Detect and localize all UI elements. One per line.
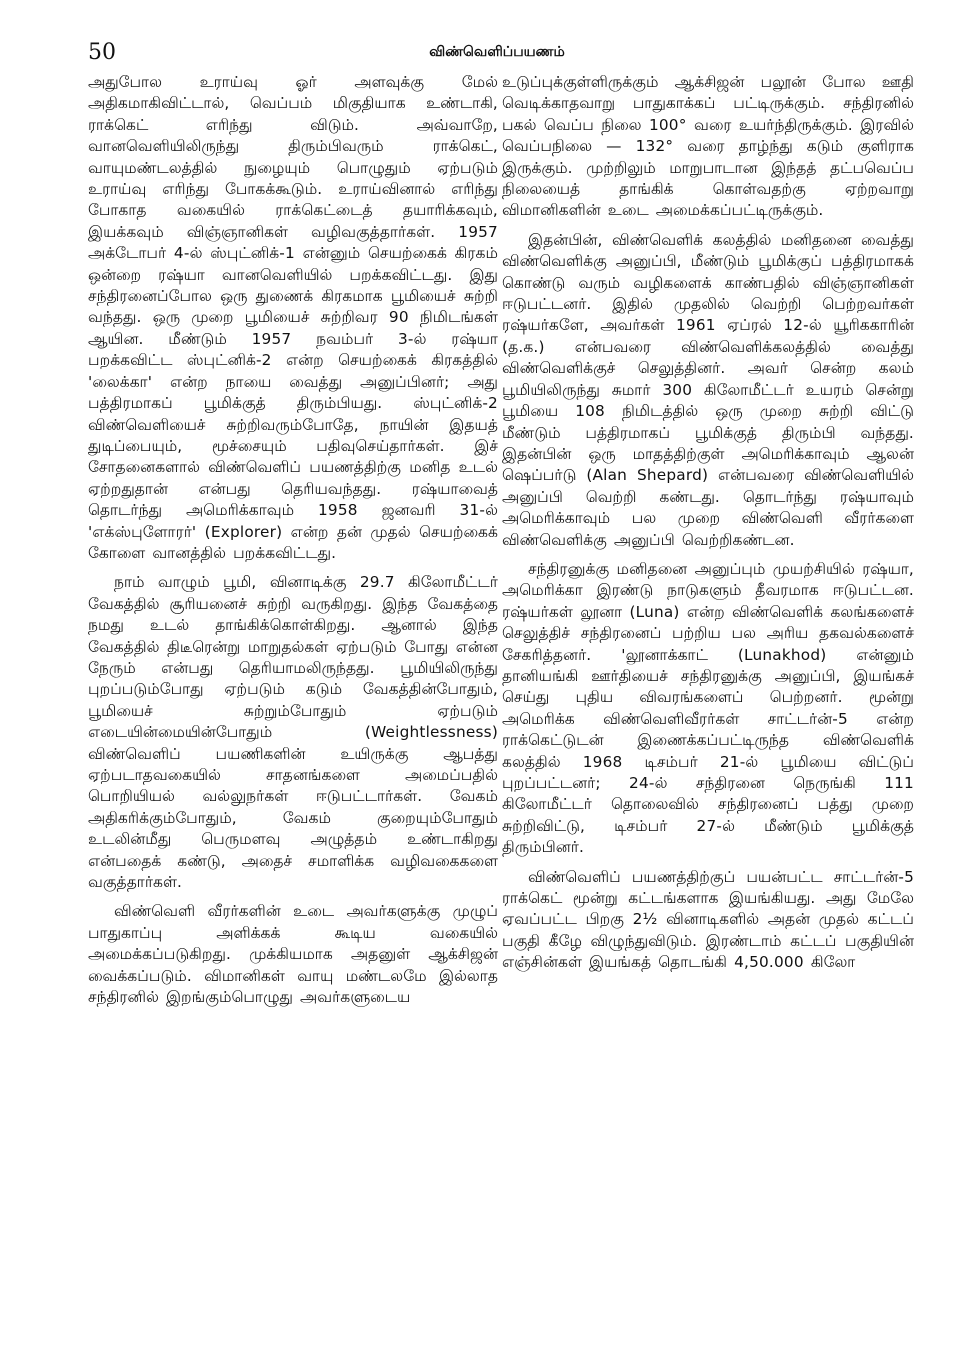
paragraph: நாம் வாழும் பூமி, வினாடிக்கு 29.7 கிலோமீட்டர் வேகத்தில் சூரியனைச் சுற்றி வருகிறது. இந்த வேகத்தை நமது உடல் தாங்கிக்கொள்கிறது. ஆனால் இந்த வேகத்தில் திடீரென்று மாறுதல்கள் ஏற்படும் போது என்ன நேரும் என்பது தெரியாமலிருந்தது. பூமியிலிருந்து புறப்படும்போது ஏற்படும் கடும் வேகத்தின்போதும், பூமியைச் சுற்றும்போதும் ஏற்படும் எடையின்மையின்போதும் (Weightlessness) விண்வெளிப் பயணிகளின் உயிருக்கு ஆபத்து ஏற்படாதவகையில் சாதனங்களை அமைப்பதில் பொறியியல் வல்லுநர்கள் ஈடுபட்டார்கள். வேகம் அதிகரிக்கும்போதும், வேகம் குறையும்போதும் உடலின்மீது பெருமளவு அழுத்தம் உண்டாகிறது என்பதைக் கண்டு, அதைச் சமாளிக்க வழிவகைகளை வகுத்தார்கள். — [88, 573, 498, 892]
right-column — [502, 72, 914, 982]
running-title: விண்வெளிப்பயணம் — [429, 44, 565, 60]
left-column — [88, 72, 498, 1016]
paragraph: அதுபோல உராய்வு ஓர் அளவுக்கு மேல் அதிகமாகிவிட்டால், வெப்பம் மிகுதியாக உண்டாகி, ராக்கெட் எரிந்து விடும். அவ்வாறே, வானவெளியிலிருந்து திரும்பிவரும் ராக்கெட், வாயுமண்டலத்தில் நுழையும் பொழுதும் ஏற்படும் உராய்வு எரிந்து போகக்கூடும். உராய்வினால் எரிந்து போகாத வகையில் ராக்கெட்டைத் தயாரிக்கவும், இயக்கவும் விஞ்ஞானிகள் வழிவகுத்தார்கள். 1957 அக்டோபர் 4-ல் ஸ்புட்னிக்-1 என்னும் செயற்கைக் கிரகம் ஒன்றை ரஷ்யா வானவெளியில் பறக்கவிட்டது. இது சந்திரனைப்போல ஒரு துணைக் கிரகமாக பூமியைச் சுற்றி வந்தது. ஒரு முறை பூமியைச் சுற்றிவர 90 நிமிடங்கள் ஆயின. மீண்டும் 1957 நவம்பர் 3-ல் ரஷ்யா பறக்கவிட்ட ஸ்புட்னிக்-2 என்ற செயற்கைக் கிரகத்தில் 'லைக்கா' என்ற நாயை வைத்து அனுப்பினர்; அது பத்திரமாகப் பூமிக்குத் திரும்பியது. ஸ்புட்னிக்-2 விண்வெளியைச் சுற்றிவரும்போதே, நாயின் இதயத் துடிப்பையும், மூச்சையும் பதிவுசெய்தார்கள். இச் சோதனைகளால் விண்வெளிப் பயணத்திற்கு மனித உடல் ஏற்றதுதான் என்பது தெரியவந்தது. ரஷ்யாவைத் தொடர்ந்து அமெரிக்காவும் 1958 ஜனவரி 31-ல் 'எக்ஸ்புளோரர்' (Explorer) என்ற தன் முதல் செயற்கைக் கோளை வானத்தில் பறக்கவிட்டது. — [88, 73, 498, 562]
paragraph: இதன்பின், விண்வெளிக் கலத்தில் மனிதனை வைத்து விண்வெளிக்கு அனுப்பி, மீண்டும் பூமிக்குப் பத்திரமாகக் கொண்டு வரும் வழிகளைக் காண்பதில் விஞ்ஞானிகள் ஈடுபட்டனர். இதில் முதலில் வெற்றி பெற்றவர்கள் ரஷ்யர்களே, அவர்கள் 1961 ஏப்ரல் 12-ல் யூரிககாரின் (த.க.) என்பவரை விண்வெளிக்கலத்தில் வைத்து விண்வெளிக்குச் செலுத்தினர். அவர் சென்ற கலம் பூமியிலிருந்து சுமார் 300 கிலோமீட்டர் உயரம் சென்று பூமியை 108 நிமிடத்தில் ஒரு முறை சுற்றி விட்டு மீண்டும் பத்திரமாகப் பூமிக்குத் திரும்பி வந்தது. இதன்பின் ஒரு மாதத்திற்குள் அமெரிக்காவும் ஆலன் ஷெப்பர்டு (Alan Shepard) என்பவரை விண்வெளியில் அனுப்பி வெற்றி கண்டது. தொடர்ந்து ரஷ்யாவும் அமெரிக்காவும் பல முறை விண்வெளி வீரர்களை விண்வெளிக்கு அனுப்பி வெற்றிகண்டன. — [502, 230, 914, 549]
page-header — [88, 40, 906, 70]
paragraph: உடுப்புக்குள்ளிருக்கும் ஆக்சிஜன் பலூன் போல ஊதி வெடிக்காதவாறு பாதுகாக்கப் பட்டிருக்கும். சந்திரனில் பகல் வெப்ப நிலை 100° வரை உயர்ந்திருக்கும். இரவில் வெப்பநிலை — 132° வரை தாழ்ந்து கடும் குளிராக இருக்கும். முற்றிலும் மாறுபாடான இந்தத் தட்பவெப்ப நிலையைத் தாங்கிக் கொள்வதற்கு ஏற்றவாறு விமானிகளின் உடை அமைக்கப்பட்டிருக்கும். — [502, 73, 914, 220]
page-number: 50 — [88, 40, 116, 65]
paragraph: விண்வெளிப் பயணத்திற்குப் பயன்பட்ட சாட்டர்ன்-5 ராக்கெட் மூன்று கட்டங்களாக இயங்கியது. அது மேலே ஏவப்பட்ட பிறகு 2½ வினாடிகளில் அதன் முதல் கட்டப் பகுதி கீழே விழுந்துவிடும். இரண்டாம் கட்டப் பகுதியின் எஞ்சின்கள் இயங்கத் தொடங்கி 4,50.000 கிலோ — [502, 867, 914, 972]
paragraph: சந்திரனுக்கு மனிதனை அனுப்பும் முயற்சியில் ரஷ்யா, அமெரிக்கா இரண்டு நாடுகளும் தீவரமாக ஈடுபட்டன. ரஷ்யர்கள் லூனா (Luna) என்ற விண்வெளிக் கலங்களைச் செலுத்திச் சந்திரனைப் பற்றிய பல அரிய தகவல்களைச் சேகரித்தனர். 'லூனாக்காட் (Lunakhod) என்னும் தானியங்கி ஊர்தியைச் சந்திரனுக்கு அனுப்பி, இயங்கச் செய்து புதிய விவரங்களைப் பெற்றனர். மூன்று அமெரிக்க விண்வெளிவீரர்கள் சாட்டர்ன்-5 என்ற ராக்கெட்டுடன் இணைக்கப்பட்டிருந்த விண்வெளிக் கலத்தில் 1968 டிசம்பர் 21-ல் பூமியை விட்டுப் புறப்பட்டனர்; 24-ல் சந்திரனை நெருங்கி 111 கிலோமீட்டர் தொலைவில் சந்திரனைப் பத்து முறை சுற்றிவிட்டு, டிசம்பர் 27-ல் மீண்டும் பூமிக்குத் திரும்பினர். — [502, 559, 914, 857]
paragraph: விண்வெளி வீரர்களின் உடை அவர்களுக்கு முழுப் பாதுகாப்பு அளிக்கக் கூடிய வகையில் அமைக்கப்படுகிறது. முக்கியமாக அதனுள் ஆக்சிஜன் வைக்கப்படும். விமானிகள் வாயு மண்டலமே இல்லாத சந்திரனில் இறங்கும்பொழுது அவர்களுடைய — [88, 902, 498, 1007]
